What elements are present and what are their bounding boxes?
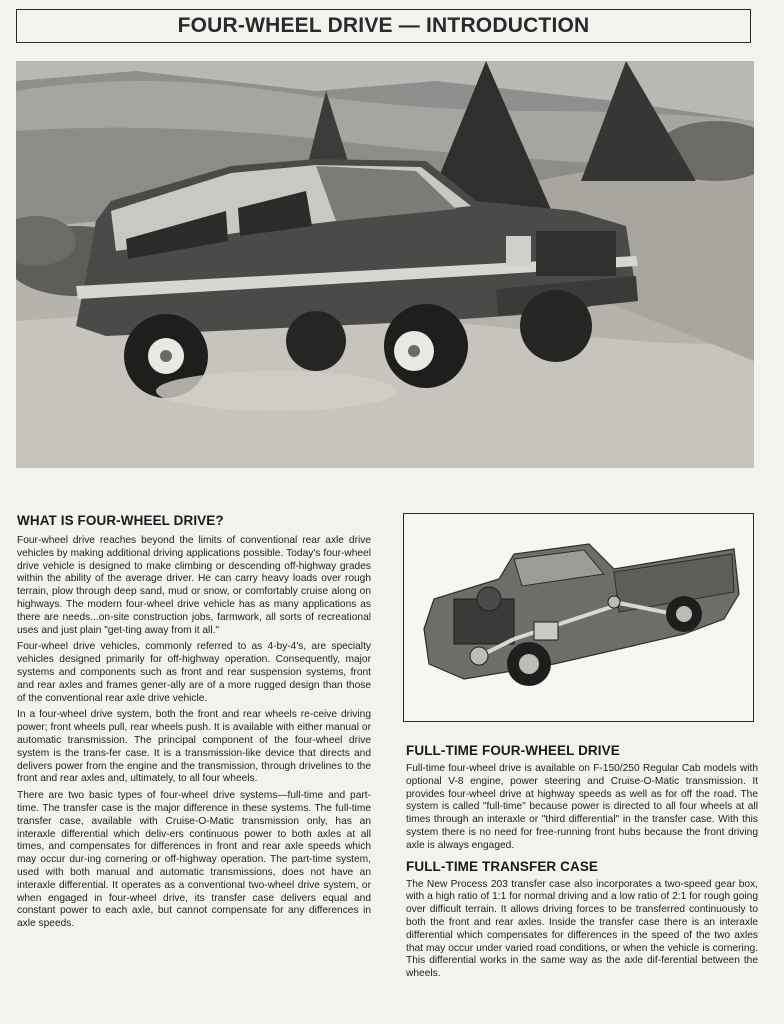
right-column bbox=[406, 743, 758, 985]
drivetrain-diagram bbox=[403, 513, 754, 722]
paragraph: Full-time four-wheel drive is available on F-150/250 Regular Cab models with optional V-8 engine, power steering and Cruise-O-Matic transmission. It provides four-wheel drive at highway speeds as well as for off the road. The system is called "full-time" because power is directed to all four wheels at all times through an interaxle or "third differential" in the transfer case. With this system there is no need for free-running front hubs because the front driving axle is always engaged. bbox=[406, 763, 758, 851]
section-heading-full-time-4wd: FULL-TIME FOUR-WHEEL DRIVE bbox=[406, 743, 620, 758]
section-heading-transfer-case: FULL-TIME TRANSFER CASE bbox=[406, 858, 599, 874]
section-heading-what-is-4wd: WHAT IS FOUR-WHEEL DRIVE? bbox=[17, 513, 224, 528]
paragraph: In a four-wheel drive system, both the front and rear wheels re-ceive driving power; front wheels pull, rear wheels push. It is available with either manual or automatic transmission. The principal component of the four-wheel drive system is the trans-fer case. It is a transmission-like device that directs and delivers power from the engine and the transmission, through drivelines to the front and rear axles and, ultimately, to all four wheels. bbox=[17, 709, 371, 785]
truck-photo bbox=[16, 61, 754, 468]
paragraph: There are two basic types of four-wheel drive systems—full-time and part-time. The transfer case is the major difference in these systems. The full-time transfer case, available with Cruise-O-Matic transmission only, has an interaxle differential which deliv-ers continuous power to both axles at all times, and compensates for differences in front and rear axle speeds which may occur dur-ing cornering or off-highway operation. The part-time system, used with both manual and automatic transmissions, does not have an interaxle differential. It operates as a conventional two-wheel drive system, or when engaged in four-wheel drive, its transfer case delivers equal and constant power to each axle, but cannot compensate for any differences in axle speeds. bbox=[17, 790, 371, 930]
paragraph: Four-wheel drive reaches beyond the limits of conventional rear axle drive vehicles by making additional driving applications possible. Today's four-wheel drive vehicle is designed to make climbing or descending off-highway grades within the ability of the average driver. He can carry heavy loads over rough terrain, plow through deep sand, mud or snow, or comfortably cruise along on highways. The modern four-wheel drive vehicle has as many applications as there are needs...on-site construction jobs, farmwork, all sorts of recreational uses and just plain "get-ting away from it all." bbox=[17, 535, 371, 636]
page-title: FOUR-WHEEL DRIVE — INTRODUCTION bbox=[16, 9, 751, 43]
paragraph: The New Process 203 transfer case also incorporates a two-speed gear box, with a high ratio of 1:1 for normal driving and a low ratio of 2:1 for rough going over difficult terrain. It allows driving forces to be transferred continuously to both the front and rear axles. Inside the transfer case there is an interaxle differential which compensates for differences in the speed of the two axles that may occur under varied road conditions, or when the vehicle is cornering. This differential works in the same way as the axle dif-ferential between the wheels. bbox=[406, 878, 758, 980]
paragraph: Four-wheel drive vehicles, commonly referred to as 4-by-4's, are specialty vehicles designed primarily for off-highway operation. Consequently, major systems and components such as front and rear suspension systems, front and rear axles and frames gener-ally are of a more rugged design than those of the conventional rear axle drive vehicle. bbox=[17, 641, 371, 704]
left-column bbox=[17, 513, 371, 935]
